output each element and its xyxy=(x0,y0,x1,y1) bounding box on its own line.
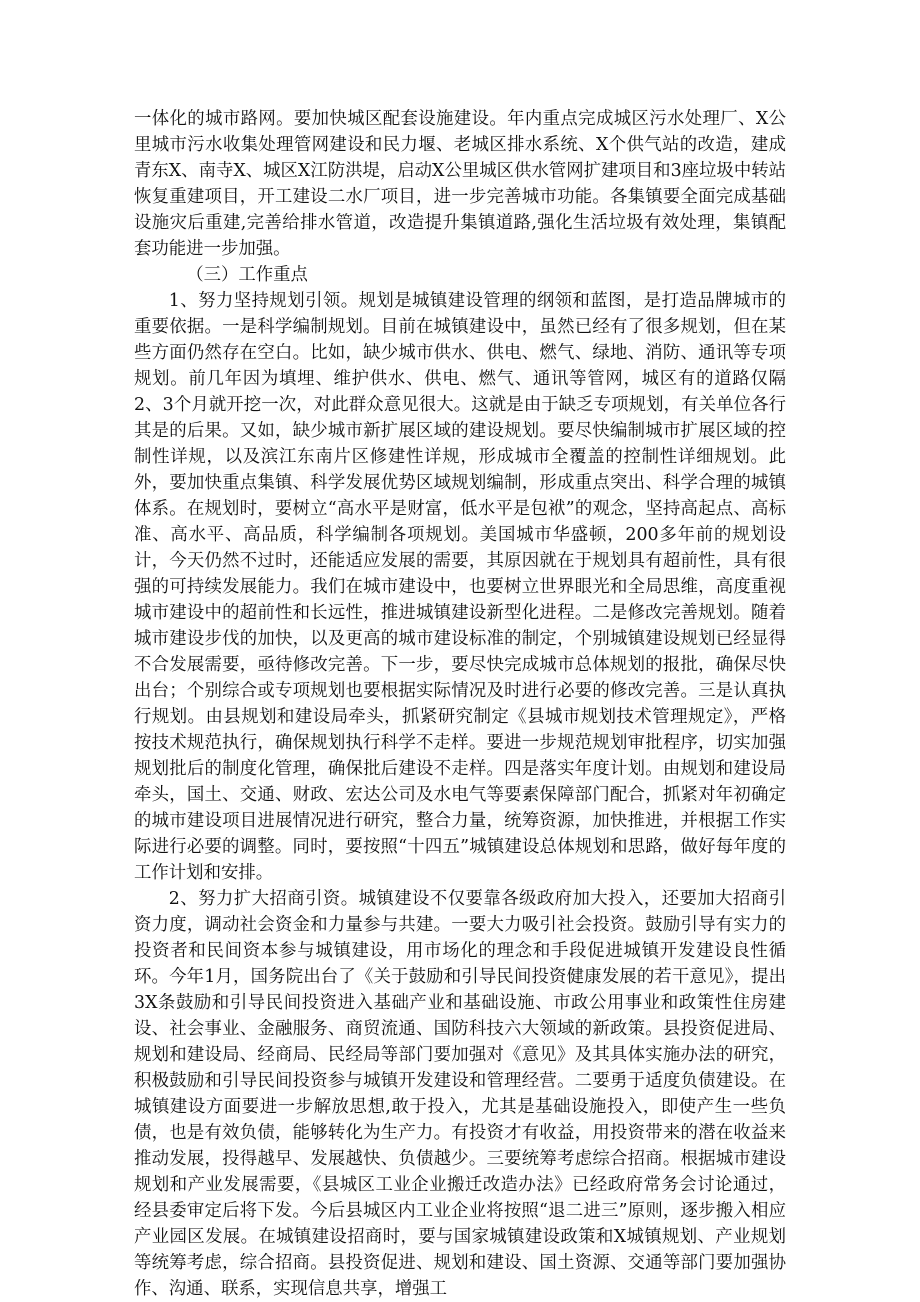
paragraph-infrastructure: 一体化的城市路网。要加快城区配套设施建设。年内重点完成城区污水处理厂、X公里城市污水收集处理管网建设和民力堰、老城区排水系统、X个供气站的改造，建成青东X、南寺X、城区X江防洪堤，启动X公里城区供水管网扩建项目和3座垃圾中转站恢复重建项目，开工建设二水厂项目，进一步完善城市功能。各集镇要全面完成基础设施灾后重建,完善给排水管道，改造提升集镇道路,强化生活垃圾有效处理，集镇配套功能进一步加强。 xyxy=(134,109,786,259)
document-body xyxy=(134,106,786,1302)
paragraph-planning: 1、努力坚持规划引领。规划是城镇建设管理的纲领和蓝图，是打造品牌城市的重要依据。一是科学编制规划。目前在城镇建设中，虽然已经有了很多规划，但在某些方面仍然存在空白。比如，缺少城市供水、供电、燃气、绿地、消防、通讯等专项规划。前几年因为填埋、维护供水、供电、燃气、通讯等管网，城区有的道路仅隔2、3个月就开挖一次，对此群众意见很大。这就是由于缺乏专项规划，有关单位各行其是的后果。又如，缺少城市新扩展区域的建设规划。要尽快编制城市扩展区域的控制性详规，以及滨江东南片区修建性详规，形成城市全覆盖的控制性详细规划。此外，要加快重点集镇、科学发展优势区域规划编制，形成重点突出、科学合理的城镇体系。在规划时，要树立“高水平是财富，低水平是包袱”的观念，坚持高起点、高标准、高水平、高品质，科学编制各项规划。美国城市华盛顿，200多年前的规划设计，今天仍然不过时，还能适应发展的需要，其原因就在于规划具有超前性，具有很强的可持续发展能力。我们在城市建设中，也要树立世界眼光和全局思维，高度重视城市建设中的超前性和长远性，推进城镇建设新型化进程。二是修改完善规划。随着城市建设步伐的加快，以及更高的城市建设标准的制定，个别城镇建设规划已经显得不合发展需要，亟待修改完善。下一步，要尽快完成城市总体规划的报批，确保尽快出台；个别综合或专项规划也要根据实际情况及时进行必要的修改完善。三是认真执行规划。由县规划和建设局牵头，抓紧研究制定《县城市规划技术管理规定》，严格按技术规范执行，确保规划执行科学不走样。要进一步规范规划审批程序，切实加强规划批后的制度化管理，确保批后建设不走样。四是落实年度计划。由规划和建设局牵头，国土、交通、财政、宏达公司及水电气等要素保障部门配合，抓紧对年初确定的城市建设项目进展情况进行研究，整合力量，统筹资源，加快推进，并根据工作实际进行必要的调整。同时，要按照“十四五”城镇建设总体规划和思路，做好每年度的工作计划和安排。 xyxy=(134,291,786,883)
paragraph-investment: 2、努力扩大招商引资。城镇建设不仅要靠各级政府加大投入，还要加大招商引资力度，调动社会资金和力量参与共建。一要大力吸引社会投资。鼓励引导有实力的投资者和民间资本参与城镇建设，用市场化的理念和手段促进城镇开发建设良性循环。今年1月，国务院出台了《关于鼓励和引导民间投资健康发展的若干意见》，提出3X条鼓励和引导民间投资进入基础产业和基础设施、市政公用事业和政策性住房建设、社会事业、金融服务、商贸流通、国防科技六大领域的新政策。县投资促进局、规划和建设局、经商局、民经局等部门要加强对《意见》及其具体实施办法的研究，积极鼓励和引导民间投资参与城镇开发建设和管理经营。二要勇于适度负债建设。在城镇建设方面要进一步解放思想,敢于投入，尤其是基础设施投入，即使产生一些负债，也是有效负债，能够转化为生产力。有投资才有收益，用投资带来的潜在收益来推动发展，投得越早、发展越快、负债越少。三要统筹考虑综合招商。根据城市建设规划和产业发展需要，《县城区工业企业搬迁改造办法》已经政府常务会讨论通过，经县委审定后将下发。今后县城区内工业企业将按照“退二进三”原则，逐步搬入相应产业园区发展。在城镇建设招商时，要与国家城镇建设政策和X城镇规划、产业规划等统筹考虑，综合招商。县投资促进、规划和建设、国土资源、交通等部门要加强协作、沟通、联系，实现信息共享，增强工 xyxy=(134,889,786,1299)
section-heading-work-focus: （三）工作重点 xyxy=(186,265,308,285)
